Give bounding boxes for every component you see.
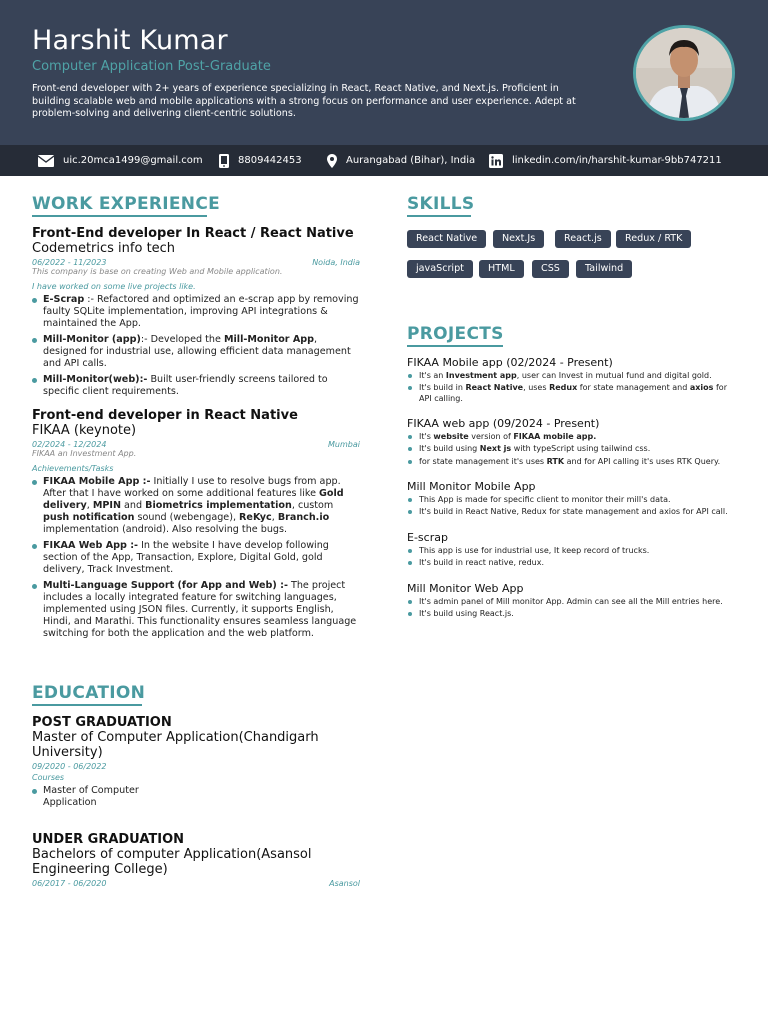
skill-chip: javaScript [407,260,473,278]
list-item: It's build using Next js with typeScript using tailwind css. [407,444,742,454]
skill-chip: CSS [532,260,569,278]
list-item: Multi-Language Support (for App and Web) :- The project includes a locally integrated feature for switching languages, implemented using JSON files. Currently, it supports English, Hindi, and Marathi. This functionality ensures seamless language switching for both the application and the web platform. [32,580,360,640]
list-item: for state management it's uses RTK and for API calling it's uses RTK Query. [407,457,742,467]
project-bullets [407,597,742,620]
envelope-icon [38,155,54,167]
list-item: Mill-Monitor (app):- Developed the Mill-Monitor App, designed for industrial use, allowing efficient data management and API calls. [32,334,360,370]
list-item: Mill-Monitor(web):- Built user-friendly screens tailored to specific client requirements. [32,374,360,398]
skill-chip: Redux / RTK [616,230,691,248]
job-location: Mumbai [328,440,360,449]
linkedin-icon [489,154,503,168]
list-item: This App is made for specific client to monitor their mill's data. [407,495,742,505]
list-item: It's build in React Native, uses Redux for state management and axios for API calling. [407,383,742,404]
contact-location [327,145,475,176]
list-item: It's an Investment app, user can Invest in mutual fund and digital gold. [407,371,742,381]
job-entry-2 [32,408,360,644]
list-item: Master of Computer Application [32,785,152,809]
list-item: E-Scrap :- Refactored and optimized an e-scrap app by removing faulty SQLite implementation, improving API integrations & maintained the App. [32,294,360,330]
skill-chip: Next.Js [493,230,544,248]
list-item: It's website version of FIKAA mobile app. [407,432,742,442]
list-item: It's build in react native, redux. [407,558,742,568]
education-entry-1 [32,715,360,813]
education-entry-2 [32,832,360,888]
education-degree: Bachelors of computer Application(Asansol Engineering College) [32,847,312,877]
skills-underline [407,215,471,217]
job-bullets [32,294,360,398]
project-entry-4 [407,531,742,571]
skill-chip: HTML [479,260,524,278]
project-bullets [407,495,742,518]
linkedin-text: linkedin.com/in/harshit-kumar-9bb747211 [512,155,722,166]
map-pin-icon [327,154,337,168]
project-title: FIKAA Mobile app (02/2024 - Present) [407,356,613,369]
project-entry-3 [407,480,742,520]
project-entry-2 [407,417,742,469]
candidate-subtitle: Computer Application Post-Graduate [32,59,271,74]
job-bullets [32,476,360,640]
education-dates: 09/2020 - 06/2022 [32,762,107,771]
project-bullets [407,432,742,467]
project-title: Mill Monitor Mobile App [407,480,536,493]
education-subheading: Courses [32,773,65,782]
job-title: Front-End developer In React / React Native [32,226,354,241]
phone-text: 8809442453 [238,155,302,166]
education-meta [32,762,360,771]
job-meta [32,258,360,267]
skill-chip: React.js [555,230,611,248]
phone-icon [219,154,229,168]
profile-photo [633,25,735,121]
job-title: Front-end developer in React Native [32,408,298,423]
resume-header [0,0,768,145]
education-level: POST GRADUATION [32,715,172,730]
job-company: Codemetrics info tech [32,241,176,256]
person-photo-icon [636,28,732,118]
project-bullets [407,546,742,569]
email-text: uic.20mca1499@gmail.com [63,155,203,166]
list-item: It's admin panel of Mill monitor App. Admin can see all the Mill entries here. [407,597,742,607]
job-meta [32,440,360,449]
education-degree: Master of Computer Application(Chandigarh University) [32,730,319,760]
projects-heading: PROJECTS [407,324,504,344]
course-list [32,785,152,809]
work-experience-underline [32,215,207,217]
list-item: FIKAA Mobile App :- Initially I use to resolve bugs from app. After that I have worked on some additional features like Gold delivery, MPIN and Biometrics implementation, custom push notification sound (webengage), ReKyc, Branch.io implementation (android). Also resolving the bugs. [32,476,360,536]
education-level: UNDER GRADUATION [32,832,185,847]
list-item: It's build using React.js. [407,609,742,619]
location-text: Aurangabad (Bihar), India [346,155,476,166]
job-location: Noida, India [312,258,360,267]
education-location: Asansol [329,879,360,888]
list-item: This app is use for industrial use, It keep record of trucks. [407,546,742,556]
skills-heading: SKILLS [407,194,475,214]
contact-bar [0,145,768,176]
job-subheading: Achievements/Tasks [32,464,114,473]
job-subheading: I have worked on some live projects like. [32,282,196,291]
contact-linkedin[interactable] [489,145,722,176]
job-company: FIKAA (keynote) [32,423,137,438]
skill-chip: Tailwind [576,260,632,278]
work-experience-heading: WORK EXPERIENCE [32,194,221,214]
project-title: E-scrap [407,531,448,544]
contact-email[interactable] [38,145,203,176]
skills-list [407,230,737,280]
education-meta [32,879,360,888]
projects-underline [407,345,503,347]
skill-chip: React Native [407,230,486,248]
list-item: It's build in React Native, Redux for state management and axios for API call. [407,507,742,517]
education-dates: 06/2017 - 06/2020 [32,879,107,888]
list-item: FIKAA Web App :- In the website I have develop following section of the App, Transaction, Explore, Digital Gold, gold delivery, Track Investment. [32,540,360,576]
job-description: FIKAA an Investment App. [32,449,137,458]
profile-summary: Front-end developer with 2+ years of experience specializing in React, React Native, and Next.js. Proficient in building scalable web and mobile applications with a strong focus on performance and user experience. Adept at problem-solving and delivering client-centric solutions. [32,83,576,120]
job-dates: 02/2024 - 12/2024 [32,440,107,449]
project-title: FIKAA web app (09/2024 - Present) [407,417,600,430]
project-bullets [407,371,742,404]
contact-phone[interactable] [219,145,302,176]
job-dates: 06/2022 - 11/2023 [32,258,107,267]
job-description: This company is base on creating Web and Mobile application. [32,267,283,276]
project-title: Mill Monitor Web App [407,582,524,595]
job-entry-1 [32,226,360,402]
candidate-name: Harshit Kumar [32,25,228,56]
project-entry-1 [407,356,742,406]
education-underline [32,704,142,706]
project-entry-5 [407,582,742,622]
education-heading: EDUCATION [32,683,146,703]
